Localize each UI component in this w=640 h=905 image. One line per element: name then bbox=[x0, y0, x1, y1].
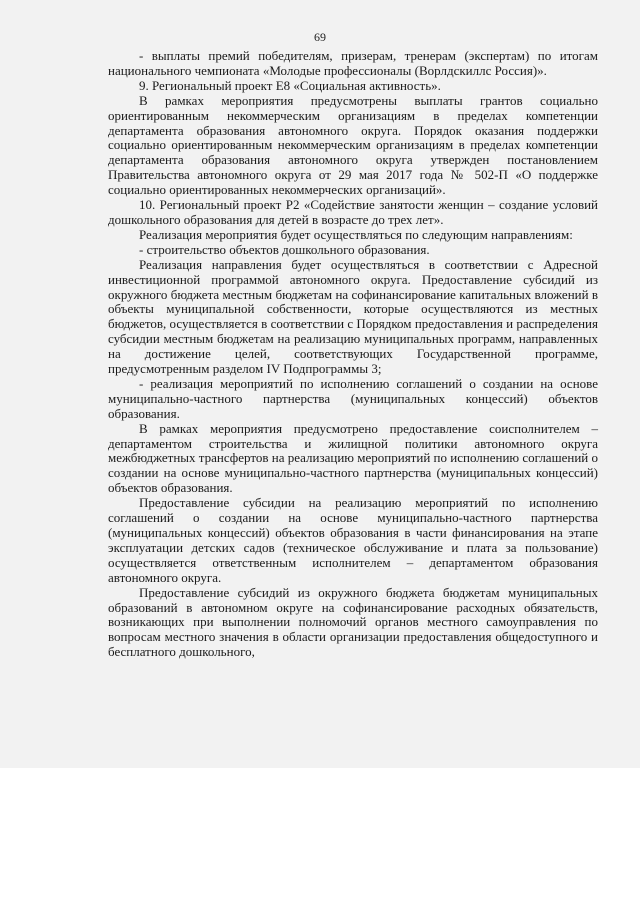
heading-project-e8: 9. Региональный проект Е8 «Социальная активность». bbox=[139, 77, 441, 93]
heading-project-p2: 10. Региональный проект Р2 «Содействие занятости женщин – создание условий дошкольного образования для детей в возрасте до трех лет». bbox=[108, 197, 598, 227]
paragraph-worldskills-bonuses: - выплаты премий победителям, призерам, тренерам (экспертам) по итогам национального чемпионата «Молодые профессионалы (Ворлдскиллс Россия)». bbox=[108, 48, 598, 78]
paragraph-municipal-cofinancing: Предоставление субсидий из окружного бюджета бюджетам муниципальных образований в автономном округе на софинансирование расходных обязательств, возникающих при выполнении полномочий органов местного самоуправления по вопросам местного значения в области организации предоставления общедоступного и бесплатного дошкольного, bbox=[108, 584, 598, 660]
paragraph-concessions: - реализация мероприятий по исполнению соглашений о создании на основе муниципально-частного партнерства (муниципальных концессий) объектов образования. bbox=[108, 375, 598, 421]
paragraph-nko-grants: В рамках мероприятия предусмотрены выплаты грантов социально ориентированным некоммерческим организациям в пределах компетенции департамента образования автономного округа. Порядок оказания поддержки социально ориентированным некоммерческим организациям в пределах компетенции департамента образования автономного округа утвержден постановлением Правительства автономного округа от 29 мая 2017 года № 502-П «О поддержке социально ориентированных некоммерческих организаций». bbox=[108, 92, 598, 198]
paragraph-operation-subsidy: Предоставление субсидии на реализацию мероприятий по исполнению соглашений о создании на основе муниципально-частного партнерства (муниципальных концессий) объектов образования в части финансирования на этапе эксплуатации детских садов (техническое обслуживание и плата за пользование) осуществляется ответственным исполнителем – департаментом образования автономного округа. bbox=[108, 495, 598, 585]
paragraph-construction: - строительство объектов дошкольного образования. bbox=[139, 241, 430, 257]
page-number: 69 bbox=[314, 30, 326, 44]
paragraph-co-executor-transfers: В рамках мероприятия предусмотрено предоставление соисполнителем – департаментом строительства и жилищной политики автономного округа межбюджетных трансфертов на реализацию мероприятий по исполнению соглашений о создании на основе муниципально-частного партнерства (муниципальных концессий) объектов образования. bbox=[108, 420, 598, 496]
paragraph-investment-program: Реализация направления будет осуществляться в соответствии с Адресной инвестиционной программой автономного округа. Предоставление субсидий из окружного бюджета местным бюджетам на софинансирование капитальных вложений в объекты муниципальной собственности, которые осуществляются из местных бюджетов, осуществляется в соответствии с Порядком предоставления и распределения субсидии местным бюджетам на реализацию муниципальных программ, направленных на достижение целей, соответствующих Государственной программе, предусмотренным разделом IV Подпрограммы 3; bbox=[108, 256, 598, 377]
paragraph-directions-intro: Реализация мероприятия будет осуществляться по следующим направлениям: bbox=[139, 226, 573, 242]
document-body bbox=[108, 49, 598, 660]
